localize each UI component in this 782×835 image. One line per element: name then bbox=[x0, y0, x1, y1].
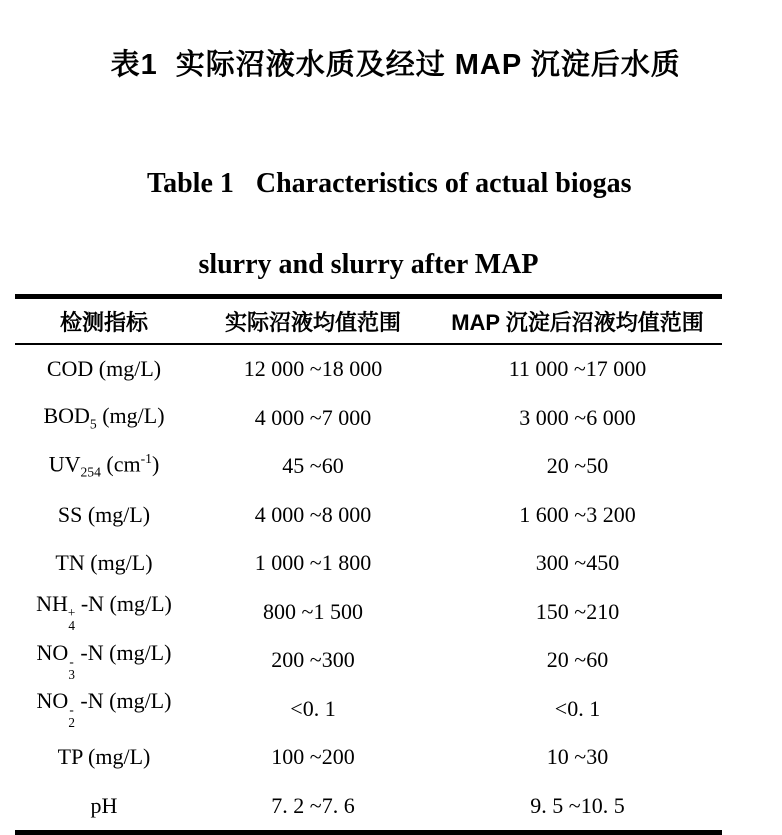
table-row-ph bbox=[15, 782, 722, 831]
table-row-tn bbox=[15, 539, 722, 588]
table-caption-en-title: Characteristics of actual biogas bbox=[255, 168, 632, 199]
value-actual: 800 ~1 500 bbox=[263, 598, 363, 624]
value-after-map: 300 ~450 bbox=[535, 550, 620, 576]
table-row-bod5 bbox=[15, 394, 722, 443]
value-after-map: 10 ~30 bbox=[546, 744, 609, 770]
value-actual: 45 ~60 bbox=[282, 453, 344, 479]
value-actual: 7. 2 ~7. 6 bbox=[271, 792, 355, 818]
row-label: $UV_{254}$ $(cm^{-1})$ bbox=[48, 451, 160, 481]
value-actual: 4 000 ~8 000 bbox=[254, 501, 372, 527]
table-header-row bbox=[15, 299, 722, 345]
row-label: NH + 4 -N (mg/L) bbox=[36, 591, 172, 634]
table-caption-en-line1 bbox=[15, 133, 722, 235]
table-caption-zh-title: 实际沼液水质及经过 MAP 沉淀后水质 bbox=[175, 49, 681, 81]
value-after-map: 20 ~50 bbox=[546, 453, 609, 479]
data-table bbox=[15, 294, 722, 835]
table-caption-zh bbox=[15, 0, 722, 118]
row-label: NO - 3 -N (mg/L) bbox=[36, 639, 172, 682]
value-actual: 1 000 ~1 800 bbox=[254, 550, 372, 576]
row-label: COD (mg/L) bbox=[46, 356, 162, 382]
table-caption-block bbox=[15, 0, 722, 282]
value-after-map: 20 ~60 bbox=[546, 647, 609, 673]
value-actual: <0. 1 bbox=[290, 695, 336, 721]
row-label: NO - 2 -N (mg/L) bbox=[36, 688, 172, 731]
table-row-no3-n bbox=[15, 636, 722, 685]
value-actual: 12 000 ~18 000 bbox=[243, 356, 383, 382]
table-caption-zh-number: 表1 bbox=[110, 49, 158, 81]
value-actual: 100 ~200 bbox=[271, 744, 355, 770]
table-row-tp bbox=[15, 733, 722, 782]
value-after-map: 11 000 ~17 000 bbox=[508, 356, 647, 382]
value-after-map: 9. 5 ~10. 5 bbox=[530, 792, 625, 818]
row-label: TN (mg/L) bbox=[55, 550, 153, 576]
row-label: SS (mg/L) bbox=[57, 501, 151, 527]
row-label: $BOD_5$ (mg/L) bbox=[43, 403, 165, 432]
column-header-actual-slurry: 实际沼液均值范围 bbox=[224, 309, 401, 335]
table-row-nh4-n bbox=[15, 588, 722, 637]
value-actual: 200 ~300 bbox=[271, 647, 355, 673]
table-caption-en-line2: slurry and slurry after MAP bbox=[198, 249, 539, 280]
row-label: TP (mg/L) bbox=[57, 744, 151, 770]
value-after-map: 1 600 ~3 200 bbox=[519, 501, 636, 527]
table-row-cod bbox=[15, 345, 722, 394]
table-row-no2-n bbox=[15, 685, 722, 734]
value-after-map: 150 ~210 bbox=[535, 598, 620, 624]
table-caption-en-number: Table 1 bbox=[147, 168, 234, 199]
table-row-ss bbox=[15, 491, 722, 540]
value-actual: 4 000 ~7 000 bbox=[254, 404, 372, 430]
value-after-map: <0. 1 bbox=[554, 695, 601, 721]
value-after-map: 3 000 ~6 000 bbox=[519, 404, 636, 430]
column-header-after-map: MAP 沉淀后沼液均值范围 bbox=[451, 309, 704, 335]
column-header-indicator: 检测指标 bbox=[59, 309, 148, 335]
table-row-uv254 bbox=[15, 442, 722, 491]
row-label: pH bbox=[90, 792, 118, 818]
